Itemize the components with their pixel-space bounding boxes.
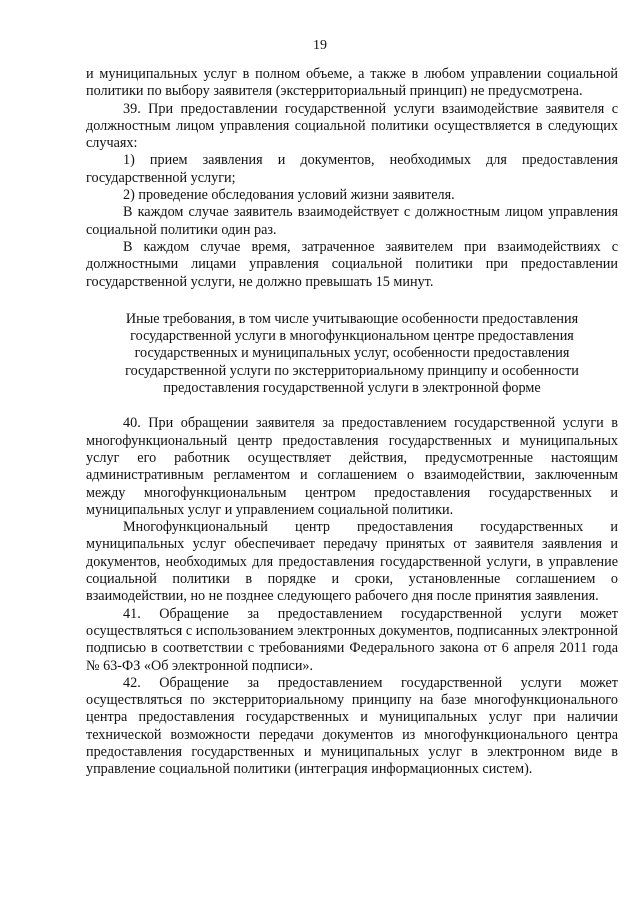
paragraph-41: 41. Обращение за предоставлением государственной услуги может осуществляться с использованием электронных документов, подписанных электронной подписью в соответствии с требованиями Федерального закона от 6 апреля 2011 года № 63-ФЗ «Об электронной подписи».: [86, 605, 618, 674]
paragraph-39: 39. При предоставлении государственной услуги взаимодействие заявителя с должностным лицом управления социальной политики осуществляется в следующих случаях:: [86, 100, 618, 152]
section-heading-line: предоставления государственной услуги в электронной форме: [163, 380, 541, 397]
paragraph-39-item-1: 1) прием заявления и документов, необходимых для предоставления государственной услуги;: [86, 152, 618, 186]
document-body: [86, 66, 618, 779]
page-number: 19: [313, 38, 327, 53]
section-heading: [86, 311, 618, 397]
paragraph-continuation: и муниципальных услуг в полном объеме, а также в любом управлении социальной политики по выбору заявителя (экстерриториальный принцип) не предусмотрена.: [86, 66, 618, 100]
paragraph-42: 42. Обращение за предоставлением государственной услуги может осуществляться по экстерриториальному принципу на базе многофункционального центра предоставления государственных и муниципальных услуг при наличии технической возможности передачи документов из многофункционального центра предоставления государственных и муниципальных услуг в электронном виде в управление социальной политики (интеграция информационных систем).: [86, 674, 618, 778]
section-heading-line: государственной услуги по экстерриториальному принципу и особенности: [125, 362, 579, 379]
paragraph-40-continuation: Многофункциональный центр предоставления государственных и муниципальных услуг обеспечивает передачу принятых от заявителя заявления и документов, необходимых для предоставления государственной услуги, в управление социальной политики в порядке и сроки, установленные соглашением о взаимодействии, но не позднее следующего рабочего дня после принятия заявления.: [86, 519, 618, 605]
section-heading-line: государственной услуги в многофункциональном центре предоставления: [130, 328, 574, 345]
section-heading-line: Иные требования, в том числе учитывающие особенности предоставления: [125, 310, 579, 327]
paragraph-40: 40. При обращении заявителя за предоставлением государственной услуги в многофункциональный центр предоставления государственных и муниципальных услуг его работник осуществляет действия, предусмотренные настоящим административным регламентом и соглашением о взаимодействии, заключенным между многофункциональным центром предоставления государственных и муниципальных услуг и управлением социальной политики.: [86, 415, 618, 518]
paragraph-39-item-2: 2) проведение обследования условий жизни заявителя.: [123, 187, 455, 204]
section-heading-line: государственных и муниципальных услуг, особенности предоставления: [134, 345, 570, 362]
paragraph-39-note-1: В каждом случае заявитель взаимодействует с должностным лицом управления социальной политики один раз.: [86, 204, 618, 238]
paragraph-39-note-2: В каждом случае время, затраченное заявителем при взаимодействиях с должностными лицами управления социальной политики при предоставлении государственной услуги, не должно превышать 15 минут.: [86, 238, 618, 290]
